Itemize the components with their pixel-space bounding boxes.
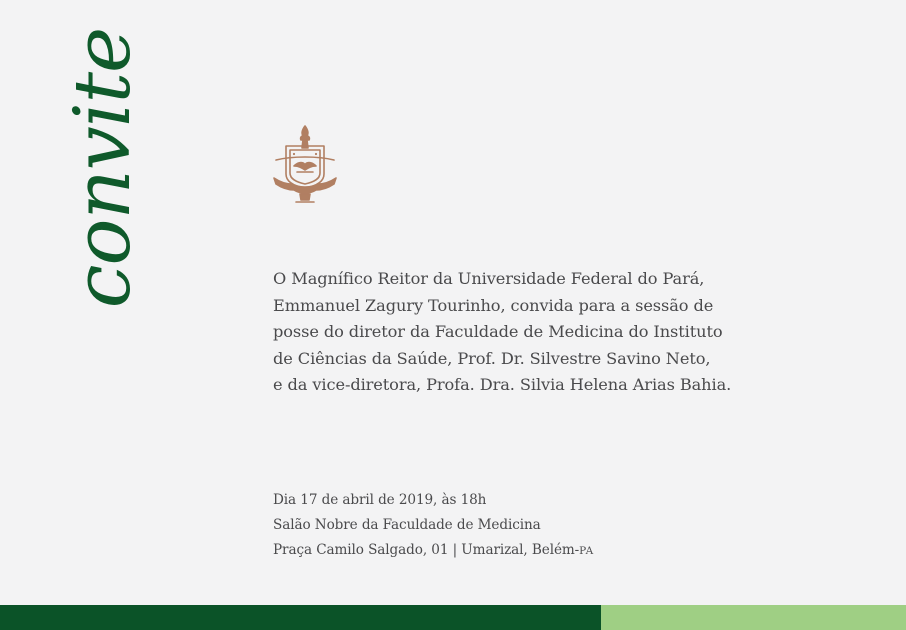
event-address-text: Praça Camilo Salgado, 01 | Umarizal, Belém-	[273, 541, 580, 558]
invitation-body	[273, 266, 733, 399]
invitation-line: posse do diretor da Faculdade de Medicina do Instituto	[273, 322, 723, 342]
event-address	[273, 538, 594, 564]
footer-bar-light	[601, 605, 906, 630]
invitation-line: e da vice-diretora, Profa. Dra. Silvia Helena Arias Bahia.	[273, 375, 732, 395]
university-seal-icon	[272, 124, 338, 204]
invitation-line: O Magnífico Reitor da Universidade Federal do Pará,	[273, 269, 705, 288]
invitation-line: de Ciências da Saúde, Prof. Dr. Silvestre Savino Neto,	[273, 348, 711, 368]
event-venue: Salão Nobre da Faculdade de Medicina	[273, 516, 541, 533]
event-date: Dia 17 de abril de 2019, às 18h	[273, 492, 487, 508]
footer-bar-dark	[0, 605, 601, 630]
invitation-title: convite	[58, 27, 148, 309]
event-details	[273, 488, 594, 563]
event-state: PA	[579, 544, 594, 557]
invitation-line: Emmanuel Zagury Tourinho, convida para a sessão de	[273, 295, 714, 315]
